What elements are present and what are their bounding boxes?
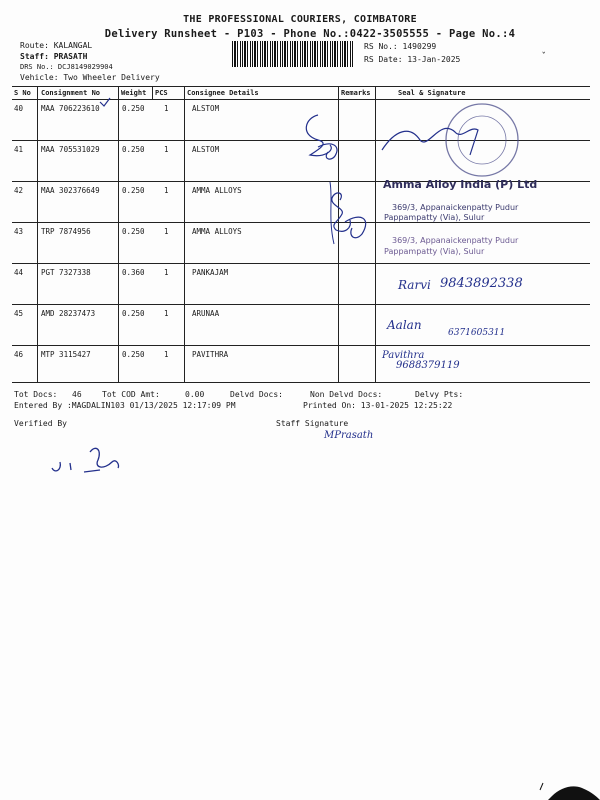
- tot-cod-label: Tot COD Amt:: [102, 390, 160, 399]
- row-pcs: 1: [164, 350, 169, 359]
- header-consignment: Consignment No: [41, 89, 101, 97]
- amma-stamp-address: Pappampatty (Via), Sulur: [384, 247, 485, 256]
- row-consignment: TRP 7874956: [41, 227, 91, 236]
- row-consignment: MTP 3115427: [41, 350, 91, 359]
- staff-label: Staff: PRASATH: [20, 52, 88, 61]
- row-pcs: 1: [164, 145, 169, 154]
- route-label: Route: KALANGAL: [20, 41, 93, 50]
- table-row: [12, 346, 590, 383]
- row-consignment: MAA 705531029: [41, 145, 100, 154]
- row-weight: 0.250: [122, 104, 145, 113]
- row-consignee: AMMA ALLOYS: [192, 186, 242, 195]
- tot-docs-label: Tot Docs:: [14, 390, 58, 399]
- rs-number: RS No.: 1490299: [364, 42, 437, 51]
- row-pcs: 1: [164, 186, 169, 195]
- table-row: [12, 182, 590, 223]
- verified-signature: [84, 470, 100, 472]
- verified-signature: [52, 448, 119, 471]
- row-consignee: AMMA ALLOYS: [192, 227, 242, 236]
- runsheet-table: [12, 86, 590, 382]
- rs-date: RS Date: 13-Jan-2025: [364, 55, 461, 64]
- header-sno: S No: [14, 89, 31, 97]
- row-pcs: 1: [164, 227, 169, 236]
- receiver-signature: Rarvi: [398, 278, 431, 292]
- row-sno: 40: [14, 104, 24, 113]
- staff-signature: MPrasath: [324, 430, 374, 441]
- tick-mark: ˇ: [541, 52, 547, 62]
- receiver-phone: 6371605311: [448, 328, 506, 338]
- row-consignee: ALSTOM: [192, 104, 220, 113]
- delvy-pts-label: Delvy Pts:: [415, 390, 464, 399]
- printed-on: Printed On: 13-01-2025 12:25:22: [303, 401, 453, 410]
- receiver-name: Pavithra: [382, 350, 425, 361]
- row-consignment: PGT 7327338: [41, 268, 91, 277]
- staff-signature-label: Staff Signature: [276, 419, 349, 428]
- header-consignee: Consignee Details: [187, 89, 259, 97]
- row-weight: 0.250: [122, 309, 145, 318]
- row-consignee: ARUNAA: [192, 309, 220, 318]
- verified-by-label: Verified By: [14, 419, 67, 428]
- amma-stamp-address: 369/3, Appanaickenpatty Pudur: [392, 236, 519, 245]
- row-sno: 43: [14, 227, 24, 236]
- row-consignee: PANKAJAM: [192, 268, 229, 277]
- row-consignment: AMD 28237473: [41, 309, 96, 318]
- row-consignee: PAVITHRA: [192, 350, 229, 359]
- table-row: [12, 264, 590, 305]
- entered-by: Entered By :MAGDALIN103 01/13/2025 12:17:09 PM: [14, 401, 236, 410]
- receiver-phone: 9843892338: [440, 276, 523, 291]
- row-pcs: 1: [164, 309, 169, 318]
- header-pcs: PCS: [155, 89, 168, 97]
- header-remarks: Remarks: [341, 89, 371, 97]
- amma-stamp-title: Amma Alloy India (P) Ltd: [383, 178, 538, 191]
- company-title: THE PROFESSIONAL COURIERS, COIMBATORE: [183, 14, 417, 25]
- table-row: [12, 305, 590, 346]
- col-divider: [152, 87, 153, 100]
- row-sno: 41: [14, 145, 24, 154]
- row-weight: 0.250: [122, 227, 145, 236]
- barcode: [232, 41, 354, 67]
- receiver-phone: 9688379119: [396, 360, 460, 371]
- header-weight: Weight: [121, 89, 147, 97]
- drs-number: DRS No.: DCJ8149029904: [20, 63, 113, 71]
- runsheet-subtitle: Delivery Runsheet - P103 - Phone No.:0422-3505555 - Page No.:4: [104, 28, 516, 40]
- vehicle-label: Vehicle: Two Wheeler Delivery: [20, 73, 160, 82]
- table-row: [12, 100, 590, 141]
- row-pcs: 1: [164, 268, 169, 277]
- delvd-docs-label: Delvd Docs:: [230, 390, 283, 399]
- row-weight: 0.360: [122, 268, 145, 277]
- table-row: [12, 141, 590, 182]
- amma-stamp-address: Pappampatty (Via), Sulur: [384, 213, 485, 222]
- receiver-name: Aalan: [387, 318, 422, 332]
- row-consignment: MAA 302376649: [41, 186, 100, 195]
- row-weight: 0.250: [122, 186, 145, 195]
- row-sno: 42: [14, 186, 24, 195]
- page-blot: [548, 786, 600, 800]
- table-row: [12, 223, 590, 264]
- non-delvd-docs-label: Non Delvd Docs:: [310, 390, 383, 399]
- table-header: [12, 87, 590, 100]
- row-sno: 46: [14, 350, 24, 359]
- row-sno: 45: [14, 309, 24, 318]
- row-pcs: 1: [164, 104, 169, 113]
- row-weight: 0.250: [122, 350, 145, 359]
- amma-stamp-address: 369/3, Appanaickenpatty Pudur: [392, 203, 519, 212]
- row-weight: 0.250: [122, 145, 145, 154]
- tot-docs-value: 46: [72, 390, 82, 399]
- page-blot: [540, 783, 543, 790]
- row-sno: 44: [14, 268, 24, 277]
- tot-cod-value: 0.00: [185, 390, 205, 399]
- row-consignee: ALSTOM: [192, 145, 220, 154]
- header-seal-signature: Seal & Signature: [398, 89, 466, 97]
- row-consignment: MAA 706223610: [41, 104, 100, 113]
